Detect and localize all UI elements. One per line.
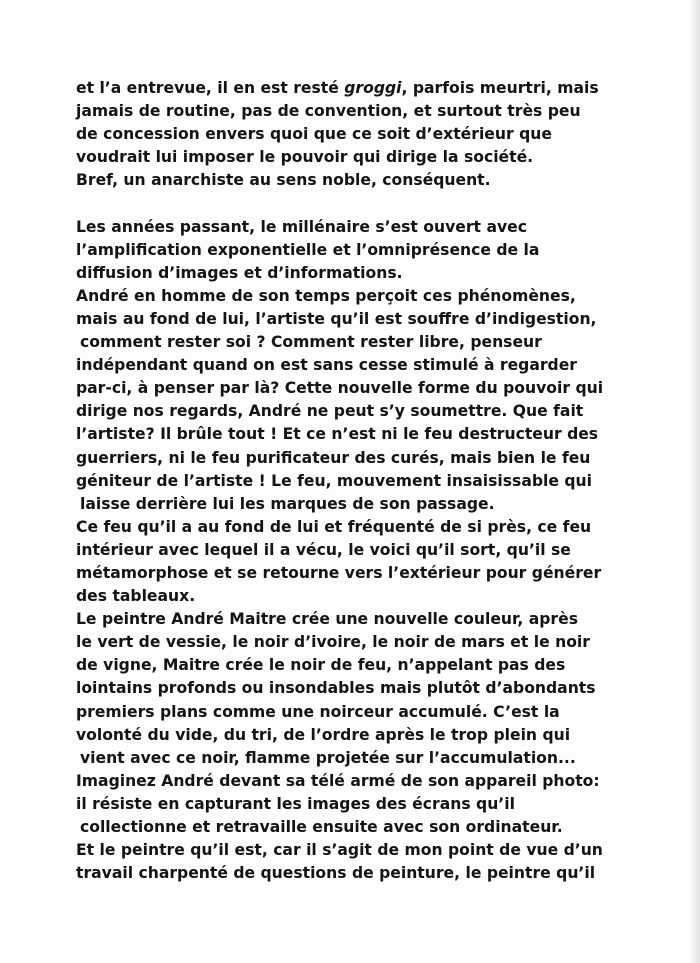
text-line: laisse derrière lui les marques de son passage.: [80, 494, 495, 513]
text-line: Le peintre André Maitre crée une nouvelle couleur, après: [76, 610, 578, 629]
text-line: lointains profonds ou insondables mais plutôt d’abondants: [76, 679, 596, 698]
text-line: Bref, un anarchiste au sens noble, conséquent.: [76, 171, 491, 190]
text-line: indépendant quand on est sans cesse stimulé à regarder: [76, 356, 577, 375]
text-line: Imaginez André devant sa télé armé de son appareil photo:: [76, 771, 600, 790]
text-line: il résiste en capturant les images des écrans qu’il: [76, 794, 515, 813]
text-line: voudrait lui imposer le pouvoir qui dirige la société.: [76, 148, 534, 167]
text-line: de concession envers quoi que ce soit d’extérieur que: [76, 125, 552, 144]
text-line: géniteur de l’artiste ! Le feu, mouvement insaisissable qui: [76, 471, 592, 490]
text-line: de vigne, Maitre crée le noir de feu, n’appelant pas des: [76, 656, 566, 675]
text-line: premiers plans comme une noirceur accumulé. C’est la: [76, 702, 560, 721]
text-line: par-ci, à penser par là? Cette nouvelle forme du pouvoir qui: [76, 379, 604, 398]
emphasized-word: groggi: [344, 79, 402, 97]
text-line: Et le peintre qu’il est, car il s’agit de mon point de vue d’un: [76, 841, 603, 860]
text-line: le vert de vessie, le noir d’ivoire, le noir de mars et le noir: [76, 633, 590, 652]
text-line: volonté du vide, du tri, de l’ordre après le trop plein qui: [76, 725, 571, 744]
text-line: diffusion d’images et d’informations.: [76, 263, 403, 282]
text-line: Ce feu qu’il a au fond de lui et fréquenté de si près, ce feu: [76, 517, 592, 536]
text-line: [76, 77, 636, 100]
text-line: l’amplification exponentielle et l’omniprésence de la: [76, 240, 540, 259]
text-segment: , parfois meurtri, mais: [401, 79, 599, 97]
body-text: [76, 77, 636, 885]
text-line: Les années passant, le millénaire s’est ouvert avec: [76, 217, 527, 236]
text-line: comment rester soi ? Comment rester libre, penseur: [80, 333, 542, 352]
text-line: dirige nos regards, André ne peut s’y soumettre. Que fait: [76, 402, 584, 421]
text-line: guerriers, ni le feu purificateur des curés, mais bien le feu: [76, 448, 591, 467]
page-edge-shadow: [688, 0, 700, 963]
text-line: jamais de routine, pas de convention, et surtout très peu: [76, 102, 581, 121]
paragraph-gap: [76, 192, 636, 215]
text-line: travail charpenté de questions de peinture, le peintre qu’il: [76, 864, 596, 883]
text-line: l’artiste? Il brûle tout ! Et ce n’est ni le feu destructeur des: [76, 425, 599, 444]
text-line: métamorphose et se retourne vers l’extérieur pour générer: [76, 563, 602, 582]
text-line: collectionne et retravaille ensuite avec son ordinateur.: [80, 818, 563, 836]
text-line: mais au fond de lui, l’artiste qu’il est souffre d’indigestion,: [76, 309, 597, 328]
text-segment: et l’a entrevue, il en est resté: [76, 79, 345, 97]
text-line: intérieur avec lequel il a vécu, le voici qu’il sort, qu’il se: [76, 540, 571, 559]
text-line: des tableaux.: [76, 587, 196, 606]
text-line: vient avec ce noir, flamme projetée sur l’accumulation...: [80, 748, 576, 767]
text-line: André en homme de son temps perçoit ces phénomènes,: [76, 286, 576, 305]
